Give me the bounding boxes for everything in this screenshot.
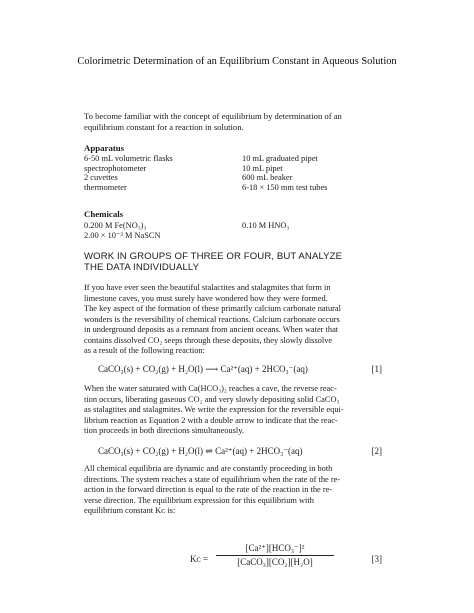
- paragraph-line: equilibrium constant Kᴄ is:: [84, 506, 176, 515]
- paragraph-line: tion proceeds in both directions simultaneously.: [84, 426, 244, 435]
- equation-3-denominator: [CaCO₃][CO₂][H₂O]: [237, 557, 313, 567]
- objective-text: To become familiar with the concept of equilibrium by determination of an equilibrium constant for a reaction in solution.: [84, 111, 342, 132]
- work-heading-line: WORK IN GROUPS OF THREE OR FOUR, BUT ANALYZE: [84, 251, 343, 262]
- equation-3-lhs: Kᴄ =: [190, 554, 209, 564]
- paragraph-line: verse direction. The equilibrium expression for this equilibrium with: [84, 495, 314, 505]
- paragraph-line: When the water saturated with Ca(HCO₃)₂ reaches a cave, the reverse reac-: [84, 384, 337, 393]
- equation-3-fraction: [216, 543, 334, 567]
- chemicals-heading: Chemicals: [84, 209, 124, 219]
- chemicals-row: [84, 231, 384, 241]
- apparatus-item: spectrophotometer: [84, 163, 147, 173]
- paragraph-line: librium reaction as Equation 2 with a double arrow to indicate that the reac-: [84, 415, 338, 425]
- paragraph-line: The key aspect of the formation of these primarily calcium carbonate natural: [84, 304, 341, 313]
- equation-1-number: [1]: [371, 364, 382, 374]
- apparatus-item: 6-50 mL volumetric flasks: [84, 154, 173, 163]
- apparatus-row: [84, 164, 384, 174]
- paragraph-line: as stalagtites and stalagmites. We write the expression for the reversible equi-: [84, 405, 344, 414]
- chemical-item: [242, 231, 384, 241]
- chemical-item: 0.10 M HNO₃: [242, 221, 290, 230]
- paragraph-stalactites: [84, 283, 386, 357]
- paragraph-line: action in the forward direction is equal to the rate of the reaction in the re-: [84, 485, 333, 494]
- paragraph-line: tion occurs, liberating gaseous CO₂ and very slowly depositing solid CaCO₃: [84, 394, 340, 404]
- paragraph-line: If you have ever seen the beautiful stalactites and stalagmites that form in: [84, 283, 331, 292]
- apparatus-item: 10 mL pipet: [242, 163, 283, 173]
- chemical-item: 2.00 × 10⁻³ M NaSCN: [84, 230, 161, 240]
- equation-1: [84, 364, 386, 376]
- chemicals-row: [84, 221, 384, 231]
- paragraph-line: directions. The system reaches a state of equilibrium when the rate of the re-: [84, 474, 341, 484]
- apparatus-row: [84, 183, 384, 193]
- equation-2-expression: CaCO₃(s) + CO₂(g) + H₂O(l) ⇌ Ca²⁺(aq) + 2HCO₃⁻(aq): [98, 446, 303, 456]
- equation-2: [84, 446, 386, 458]
- apparatus-item: 10 mL graduated pipet: [242, 154, 318, 163]
- paragraph-line: contains dissolved CO₂ seeps through these deposits, they slowly dissolve: [84, 335, 333, 345]
- work-instructions-heading: [84, 251, 384, 273]
- chemicals-list: [84, 221, 384, 240]
- paragraph-reverse-reaction: [84, 384, 386, 437]
- equation-1-expression: CaCO₃(s) + CO₂(g) + H₂O(l) ⟶ Ca²⁺(aq) + 2HCO₃⁻(aq): [98, 364, 308, 374]
- paragraph-line: limestone caves, you must surely have wondered how they were formed.: [84, 293, 328, 303]
- paragraph-equilibria: [84, 464, 386, 517]
- apparatus-list: [84, 154, 384, 192]
- paragraph-line: All chemical equilibria are dynamic and are constantly proceeding in both: [84, 464, 333, 473]
- apparatus-item: thermometer: [84, 182, 127, 192]
- apparatus-row: [84, 173, 384, 183]
- apparatus-heading: Apparatus: [84, 143, 125, 153]
- chemical-item: 0.200 M Fe(NO₃)₃: [84, 221, 147, 230]
- apparatus-item: 6-18 × 150 mm test tubes: [242, 182, 328, 192]
- equation-3-number: [3]: [371, 554, 382, 564]
- work-heading-line: THE DATA INDIVIDUALLY: [84, 262, 200, 273]
- paragraph-line: wonders is the reversibility of chemical reactions. Calcium carbonate occurs: [84, 314, 340, 324]
- apparatus-item: 600 mL beaker: [242, 173, 293, 183]
- paragraph-line: as a result of the following reaction:: [84, 346, 205, 355]
- equation-3: [84, 543, 386, 579]
- apparatus-row: [84, 154, 384, 164]
- equation-2-number: [2]: [371, 446, 382, 456]
- document-title: Colorimetric Determination of an Equilibrium Constant in Aqueous Solution: [77, 56, 397, 67]
- equation-3-numerator: [Ca²⁺][HCO₃⁻]²: [216, 543, 334, 556]
- apparatus-item: 2 cuvettes: [84, 173, 118, 183]
- paragraph-line: in underground deposits as a remnant from ancient oceans. When water that: [84, 325, 339, 334]
